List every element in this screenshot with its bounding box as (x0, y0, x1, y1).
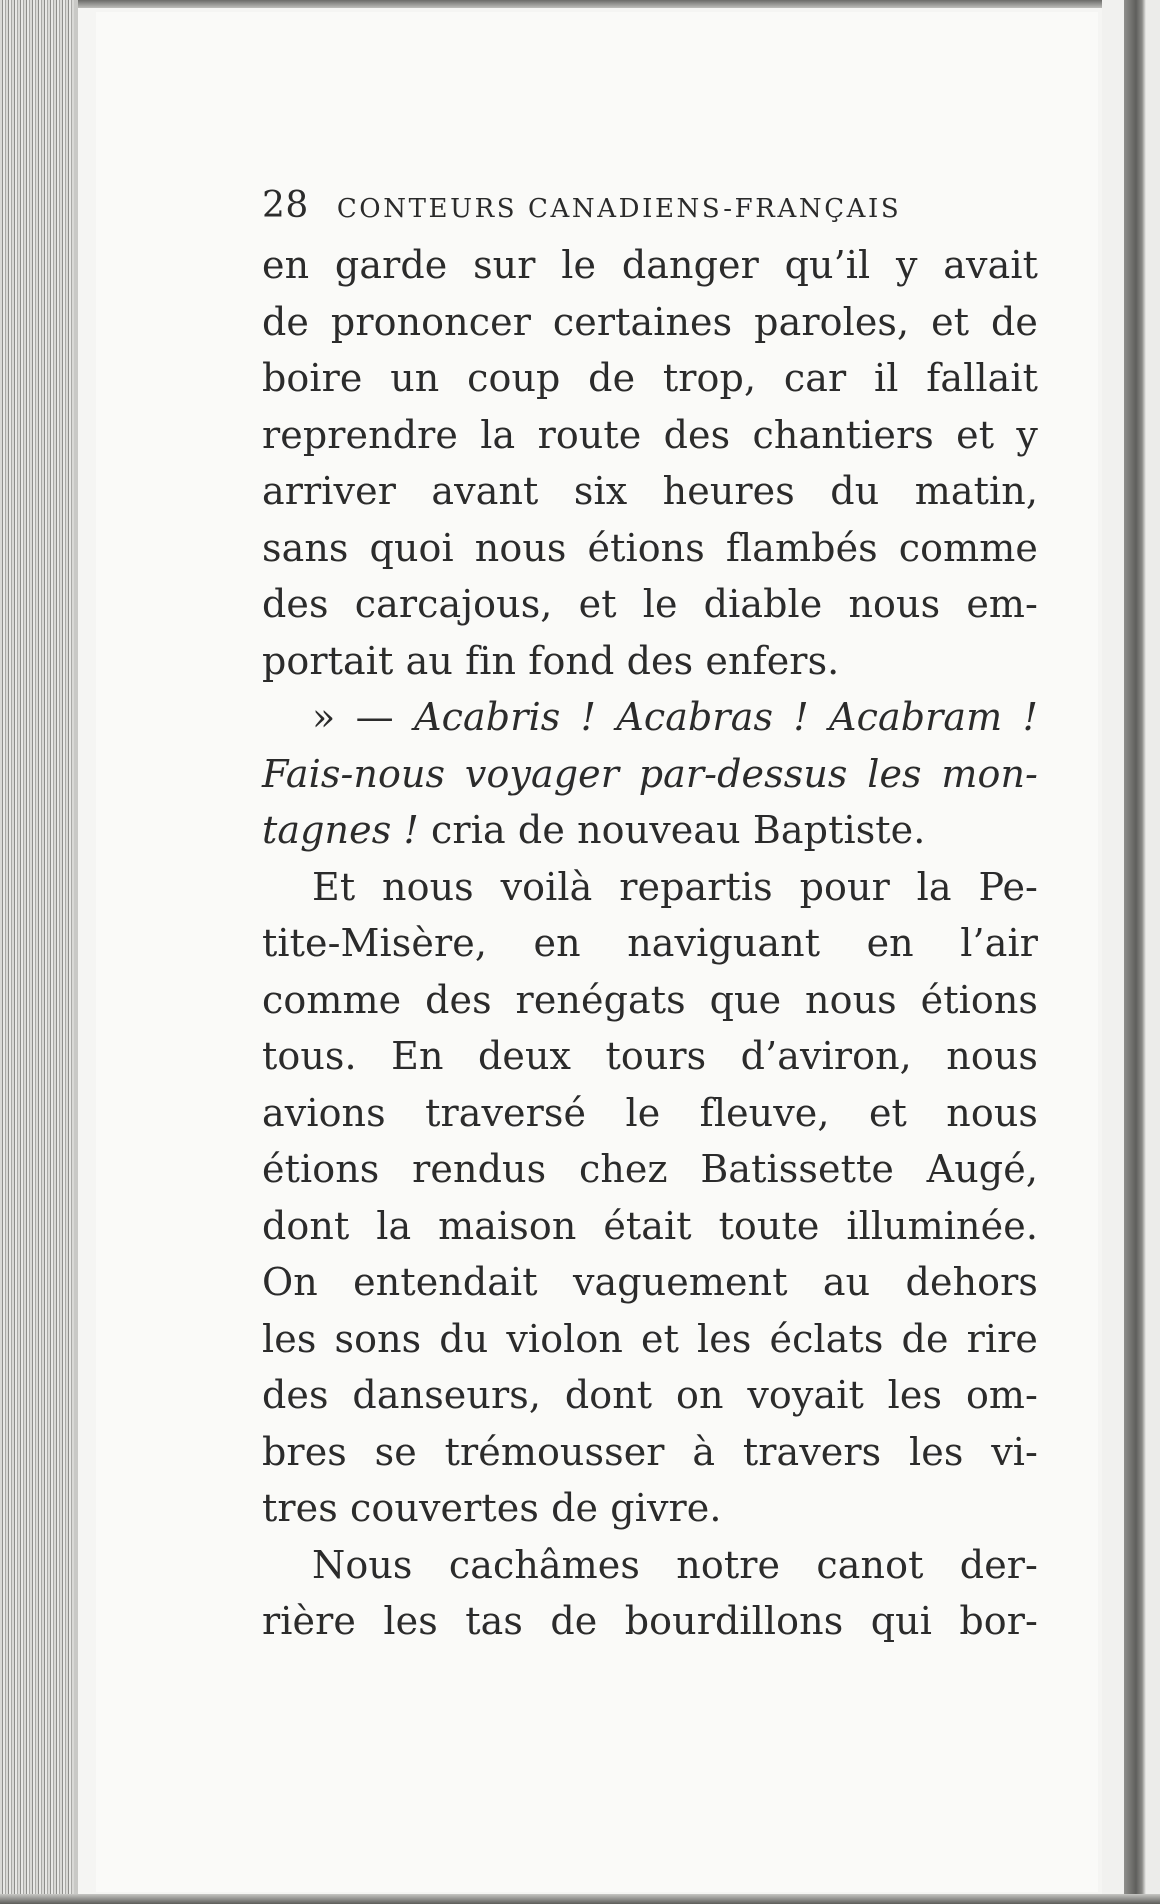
text-line: dont la maison était toute illuminée. (262, 1203, 1038, 1248)
text-line: les sons du violon et les éclats de rire (262, 1316, 1038, 1361)
text-line: On entendait vaguement au dehors (262, 1260, 1038, 1304)
book-page-edges (0, 0, 78, 1904)
text-line: reprendre la route des chantiers et y (262, 412, 1038, 457)
text-line: tagnes ! cria de nouveau Baptiste. (262, 808, 926, 852)
book-right-edge (1102, 0, 1160, 1904)
text-line: portait au fin fond des enfers. (262, 638, 840, 683)
text-line: sans quoi nous étions flambés comme (262, 525, 1038, 570)
text-line: en garde sur le danger qu’il y avait (262, 243, 1038, 287)
text-line: rière les tas de bourdillons qui bor- (262, 1599, 1038, 1643)
page-text-block (262, 185, 1038, 1650)
text-line: tres couvertes de givre. (262, 1486, 722, 1530)
text-line-italic: Fais-nous voyager par-dessus les mon- (262, 751, 1038, 796)
text-line: des danseurs, dont on voyait les om- (262, 1373, 1038, 1417)
text-line: bres se trémousser à travers les vi- (262, 1429, 1038, 1474)
page-header (262, 185, 1038, 237)
scanner-bottom-edge (0, 1894, 1160, 1904)
text-line: de prononcer certaines paroles, et de (262, 299, 1038, 344)
text-line: Et nous voilà repartis pour la Pe- (312, 864, 1038, 909)
text-line: arriver avant six heures du matin, (262, 469, 1038, 513)
text-line: comme des renégats que nous étions (262, 977, 1038, 1022)
text-line: des carcajous, et le diable nous em- (262, 582, 1038, 626)
text-line: étions rendus chez Batissette Augé, (262, 1147, 1038, 1191)
text-line-dialogue: » — Acabris ! Acabras ! Acabram ! (312, 695, 1039, 739)
running-head: CONTEURS CANADIENS-FRANÇAIS (336, 194, 902, 224)
scanner-top-edge (0, 0, 1160, 8)
text-line: avions traversé le fleuve, et nous (262, 1090, 1038, 1135)
page-number: 28 (262, 185, 309, 226)
text-line: tite-Misère, en naviguant en l’air (262, 921, 1038, 965)
text-line: tous. En deux tours d’aviron, nous (262, 1034, 1038, 1078)
text-line: boire un coup de trop, car il fallait (262, 356, 1038, 400)
text-line: Nous cachâmes notre canot der- (312, 1542, 1038, 1587)
